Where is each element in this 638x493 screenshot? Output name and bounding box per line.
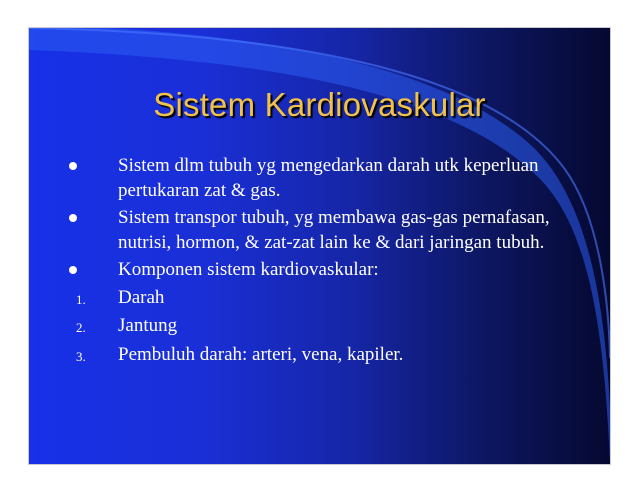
number-marker: 2. xyxy=(76,320,86,335)
list-item xyxy=(29,206,589,255)
list-item-text: Jantung xyxy=(118,315,178,336)
content-list xyxy=(29,154,589,367)
bullet-marker xyxy=(69,206,149,232)
numbered-item xyxy=(29,286,589,311)
numbered-item xyxy=(29,314,589,339)
list-item-text: Komponen sistem kardiovaskular: xyxy=(118,259,379,280)
bullet-marker xyxy=(69,154,149,180)
list-item xyxy=(29,258,589,283)
slide-title: Sistem Kardiovaskular xyxy=(153,86,486,123)
bullet-dot-icon xyxy=(69,162,77,170)
slide xyxy=(29,28,610,464)
list-item-text: Darah xyxy=(118,286,165,308)
bullet-marker xyxy=(69,258,149,284)
list-item-text: Sistem dlm tubuh yg mengedarkan darah utk keperluan pertukaran zat & gas. xyxy=(118,155,539,201)
numbered-item xyxy=(29,343,589,368)
list-item-text: Sistem transpor tubuh, yg membawa gas-gas pernafasan, nutrisi, hormon, & zat-zat lain ke & dari jaringan tubuh. xyxy=(118,207,550,253)
bullet-dot-icon xyxy=(69,266,77,274)
list-item-text: Pembuluh darah: arteri, vena, kapiler. xyxy=(118,343,404,365)
number-marker: 3. xyxy=(76,348,86,364)
list-item xyxy=(29,154,589,203)
bullet-dot-icon xyxy=(69,214,77,222)
number-marker: 1. xyxy=(76,291,86,307)
